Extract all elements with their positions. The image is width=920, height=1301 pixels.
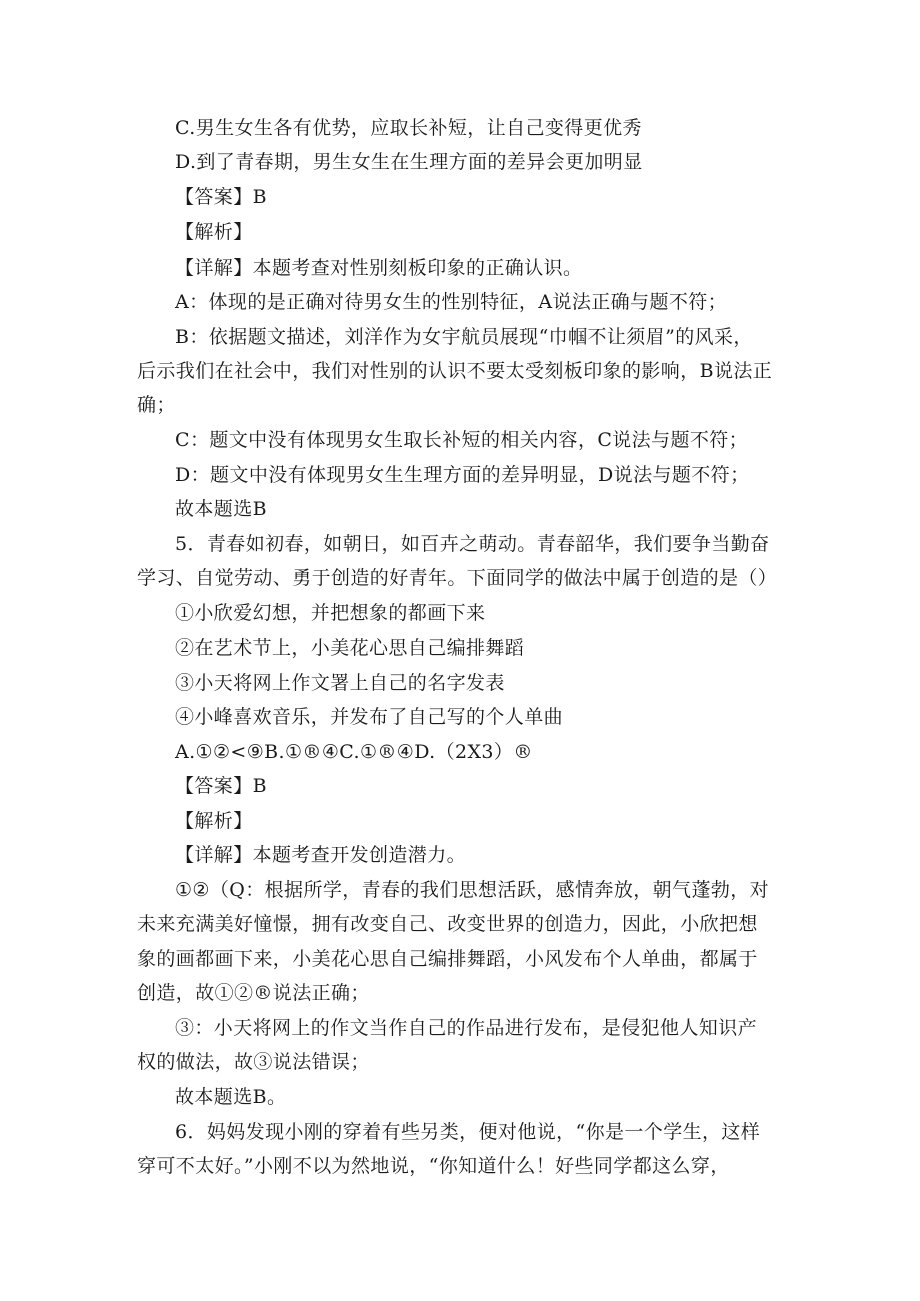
detail-line: 【详解】本题考查开发创造潜力。: [175, 844, 467, 866]
analysis-label: 【解析】: [175, 810, 253, 832]
question-6-line-cont: 穿可不太好。”小刚不以为然地说，“你知道什么！好些同学都这么穿，: [137, 1155, 730, 1177]
question-5-line: 5．青春如初春，如朝日，如百卉之萌动。青春韶华，我们要争当勤奋: [175, 533, 770, 555]
explanation-line: ①②（Q：根据所学，青春的我们思想活跃，感情奔放，朝气蓬勃，对: [175, 879, 770, 901]
statement-2: ②在艺术节上，小美花心思自己编排舞蹈: [175, 637, 525, 659]
statement-4: ④小峰喜欢音乐，并发布了自己写的个人单曲: [175, 706, 564, 728]
explanation-line-cont: 象的画都画下来，小美花心思自己编排舞蹈，小风发布个人单曲，都属于: [137, 948, 758, 970]
option-c-line: C.男生女生各有优势，应取长补短，让自己变得更优秀: [175, 117, 642, 139]
detail-line: 【详解】本题考查对性别刻板印象的正确认识。: [175, 257, 583, 279]
explanation-d: D：题文中没有体现男女生生理方面的差异明显，D说法与题不符；: [175, 464, 750, 486]
question-5-line-cont: 学习、自觉劳动、勇于创造的好青年。下面同学的做法中属于创造的是（）: [137, 567, 778, 589]
question-6-line: 6．妈妈发现小刚的穿着有些另类，便对他说，“你是一个学生，这样: [175, 1121, 761, 1143]
analysis-label: 【解析】: [175, 221, 253, 243]
conclusion-line: 故本题选B。: [175, 1086, 287, 1108]
explanation-a: A：体现的是正确对待男女生的性别特征，A说法正确与题不符；: [175, 291, 728, 313]
statement-3: ③小天将网上作文署上自己的名字发表: [175, 672, 505, 694]
explanation-line-cont: 创造，故①②®说法正确；: [137, 982, 370, 1004]
explanation-b-cont: 后示我们在社会中，我们对性别的认识不要太受刻板印象的影响，B说法正: [137, 360, 773, 382]
option-d-line: D.到了青春期，男生女生在生理方面的差异会更加明显: [175, 151, 643, 173]
explanation-3-cont: 权的做法，故③说法错误；: [137, 1051, 370, 1073]
explanation-3: ③：小天将网上的作文当作自己的作品进行发布，是侵犯他人知识产: [175, 1017, 758, 1039]
explanation-c: C：题文中没有体现男女生取长补短的相关内容，C说法与题不符；: [175, 429, 749, 451]
statement-1: ①小欣爱幻想，并把想象的都画下来: [175, 602, 486, 624]
explanation-line-cont: 未来充满美好憧憬，拥有改变自己、改变世界的创造力，因此，小欣把想: [137, 913, 758, 935]
explanation-b-cont: 确；: [137, 394, 176, 416]
conclusion-line: 故本题选B: [175, 498, 267, 520]
answer-label: 【答案】B: [175, 775, 267, 797]
explanation-b: B：依据题文描述，刘洋作为女宇航员展现“巾帼不让须眉”的风采，: [175, 326, 753, 348]
answer-label: 【答案】B: [175, 186, 267, 208]
choices-line: A.①②<⑨B.①®④C.①®④D.（2X3）®: [175, 741, 533, 763]
